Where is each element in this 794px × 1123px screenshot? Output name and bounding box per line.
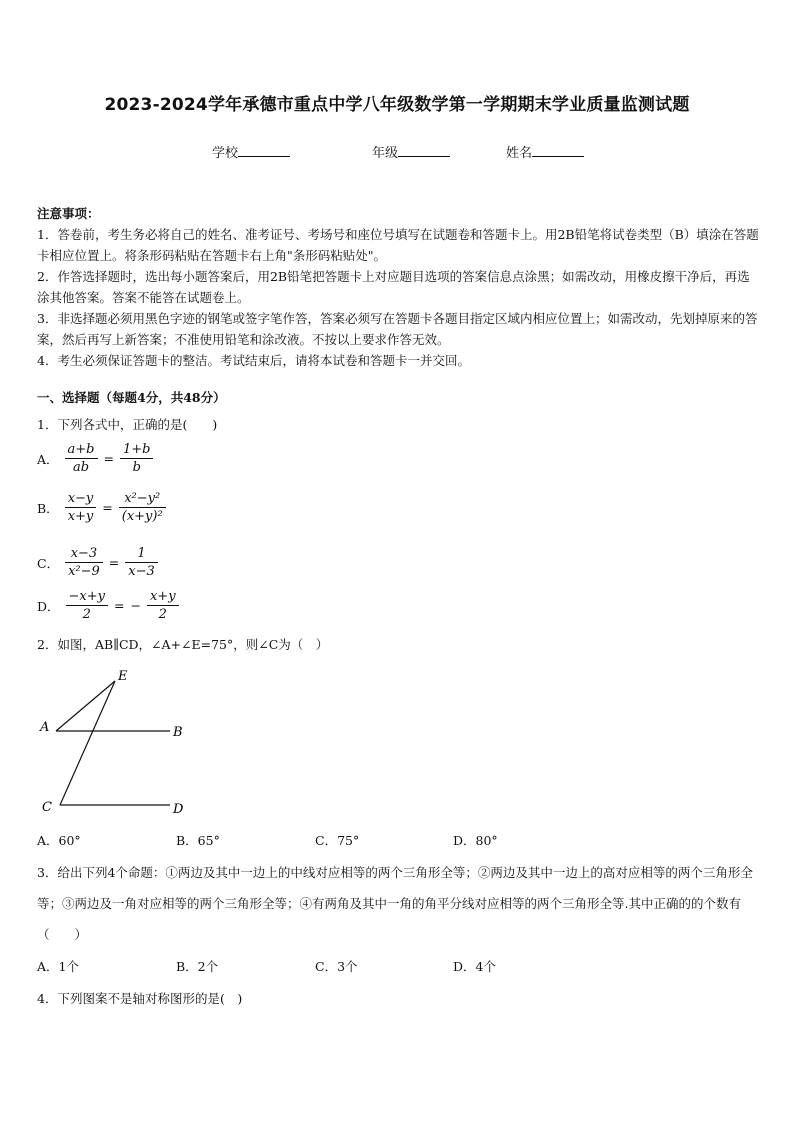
line-ec [60,681,115,805]
q1-option-d[interactable] [37,588,179,623]
q2-option-c[interactable]: C．75° [315,833,360,848]
q2-figure [30,665,200,825]
note-item: 3．非选择题必须用黑色字迹的钢笔或签字笔作答，答案必须写在答题卡各题目指定区域内相应位置上；如需改动，先划掉原来的答案，然后再写上新答案；不准使用铅笔和涂改液。不按以上要求作答无效。 [37,311,758,347]
note-item: 4．考生必须保证答题卡的整洁。考试结束后，请将本试卷和答题卡一并交回。 [37,353,470,368]
section-heading: 一、选择题（每题4分，共48分） [37,390,226,405]
q1-option-a[interactable] [37,441,153,476]
name-field[interactable] [506,142,584,161]
fraction: $\frac{1}{x-3}$ [125,545,158,580]
q1-option-c[interactable] [37,545,158,580]
option-label: A． [37,451,59,467]
point-c-label: C [42,800,52,815]
q2-option-d[interactable]: D．80° [453,833,498,848]
point-a-label: A [40,720,50,735]
fraction: $\frac{1+b}{b}$ [120,441,154,476]
name-blank[interactable] [532,144,584,157]
minus-sign: − [130,598,141,613]
grade-label: 年级 [372,146,399,161]
note-item: 2．作答选择题时，选出每小题答案后，用2B铅笔把答题卡上对应题目选项的答案信息点涂黑；如需改动，用橡皮擦干净后，再选涂其他答案。答案不能答在试题卷上。 [37,269,750,305]
equals-sign: = [103,451,114,466]
grade-field[interactable] [372,142,450,161]
school-field[interactable] [212,142,290,161]
fraction: $\frac{x-y}{x+y}$ [65,490,97,525]
q4-stem: 4．下列图案不是轴对称图形的是( ) [37,991,243,1006]
fraction: $\frac{\text{x²−y²}}{\text{(x+y)²}}$ [119,490,166,525]
point-d-label: D [173,802,184,817]
point-b-label: B [173,725,183,740]
q3-stem: 3．给出下列4个命题：①两边及其中一边上的中线对应相等的两个三角形全等；②两边及其中一边上的高对应相等的两个三角形全等；③两边及一角对应相等的两个三角形全等；④有两角及其中一角的角平分线对应相等的两个三角形全等.其中正确的的个数有（ ） [37,865,753,942]
note-item: 1．答卷前，考生务必将自己的姓名、准考证号、考场号和座位号填写在试题卷和答题卡上。用2B铅笔将试卷类型（B）填涂在答题卡相应位置上。将条形码粘贴在答题卡右上角"条形码粘贴处"。 [37,227,759,263]
q2-option-b[interactable]: B．65° [176,833,220,848]
name-label: 姓名 [506,146,533,161]
q3-option-c[interactable]: C．3个 [315,959,358,974]
line-ae [56,681,115,731]
q3-option-b[interactable]: B．2个 [176,959,219,974]
q1-option-b[interactable] [37,490,166,525]
notes-heading: 注意事项： [37,206,100,221]
equals-sign: = [108,555,120,570]
q2-stem: 2．如图，AB∥CD，∠A+∠E=75°，则∠C为（ ） [37,637,329,652]
point-e-label: E [118,669,128,684]
equals-sign: = [114,598,125,613]
fraction: $\frac{x-3}{\text{x²−9}}$ [65,545,103,580]
page-title: 2023-2024学年承德市重点中学八年级数学第一学期期末学业质量监测试题 [104,95,690,115]
q3-option-d[interactable]: D．4个 [453,959,496,974]
school-blank[interactable] [238,144,290,157]
fraction: $\frac{-x+y}{2}$ [66,588,108,623]
equals-sign: = [102,500,113,515]
fraction: $\frac{a+b}{ab}$ [65,441,98,476]
option-label: C． [37,555,60,571]
option-label: D． [37,598,60,614]
q2-option-a[interactable]: A．60° [37,833,81,848]
notes-section [37,203,759,371]
grade-blank[interactable] [398,144,450,157]
q3-option-a[interactable]: A．1个 [37,959,79,974]
fraction: $\frac{x+y}{2}$ [147,588,179,623]
school-label: 学校 [212,146,239,161]
option-label: B． [37,500,59,516]
q1-stem: 1．下列各式中，正确的是( ) [37,417,218,432]
